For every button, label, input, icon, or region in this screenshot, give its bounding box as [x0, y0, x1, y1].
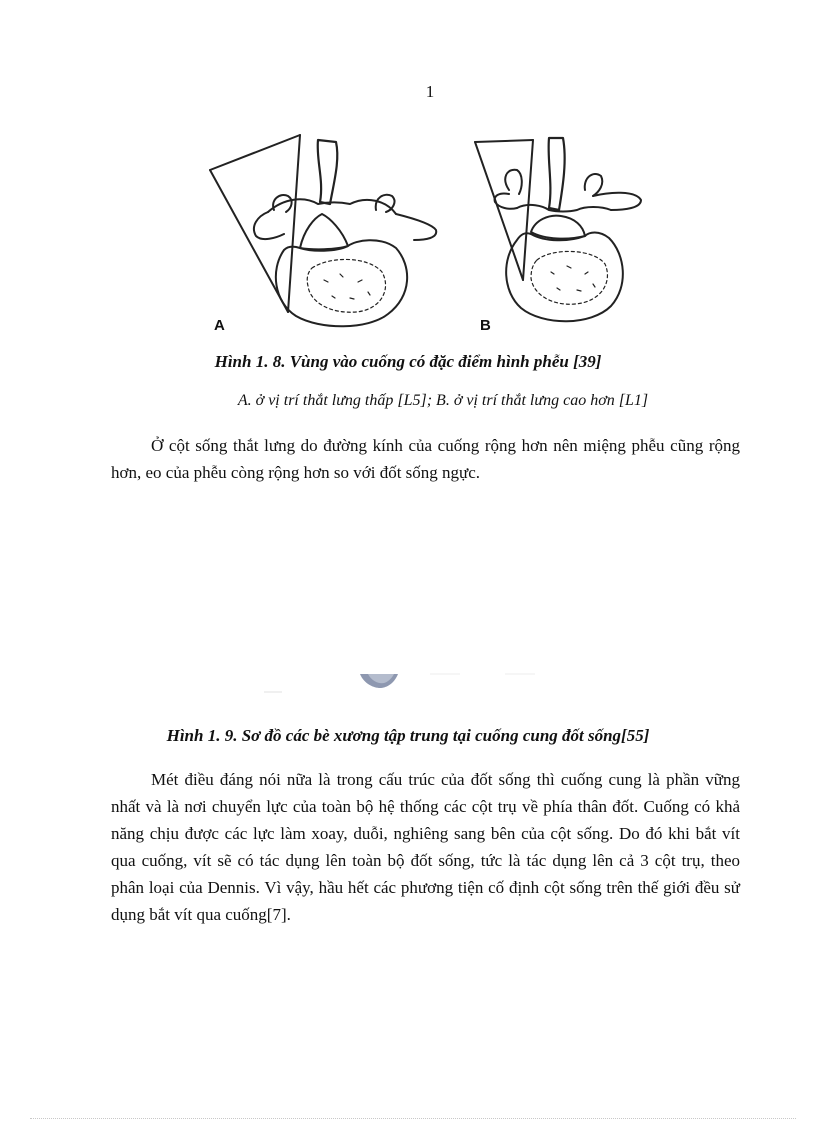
figure-1-8-vertebrae-diagram [200, 130, 660, 340]
panel-a-label: A [214, 317, 225, 334]
panel-b-label: B [480, 317, 491, 334]
figure-1-9-caption: Hình 1. 9. Sơ đồ các bè xương tập trung tại cuống cung đốt sống[55] [166, 726, 650, 745]
vertebra-a-drawing [210, 135, 436, 326]
figure-1-8-subcaption: A. ở vị trí thắt lưng thấp [L5]; B. ở vị trí thắt lưng cao hơn [L1] [237, 392, 649, 409]
body-paragraph-2: Mét điều đáng nói nữa là trong cấu trúc của đốt sống thì cuống cung là phần vững nhất và là nơi chuyển lực của toàn bộ hệ thống các cột trụ về phía thân đốt. Cuống có khả năng chịu được các lực làm xoay, duỗi, nghiêng sang bên của cột sống. Do đó khi bắt vít qua cuống, vít sẽ có tác dụng lên toàn bộ đốt sống, tức là tác dụng lên cả 3 cột trụ, theo phân loại của Dennis. Vì vậy, hầu hết các phương tiện cố định cột sống trên thế giới đều sử dụng bắt vít qua cuống[7]. [111, 770, 740, 924]
figure-1-9-image-fragment [260, 662, 560, 698]
figure-1-8-caption: Hình 1. 8. Vùng vào cuống có đặc điểm hình phễu [39] [214, 352, 602, 371]
vertebra-b-drawing [475, 138, 641, 321]
page-number: 1 [425, 82, 435, 101]
body-paragraph-1: Ở cột sống thắt lưng do đường kính của cuống rộng hơn nên miệng phễu cũng rộng hơn, eo của phễu còng rộng hơn so với đốt sống ngực. [111, 436, 740, 482]
page-bottom-dotted-rule [30, 1118, 796, 1119]
